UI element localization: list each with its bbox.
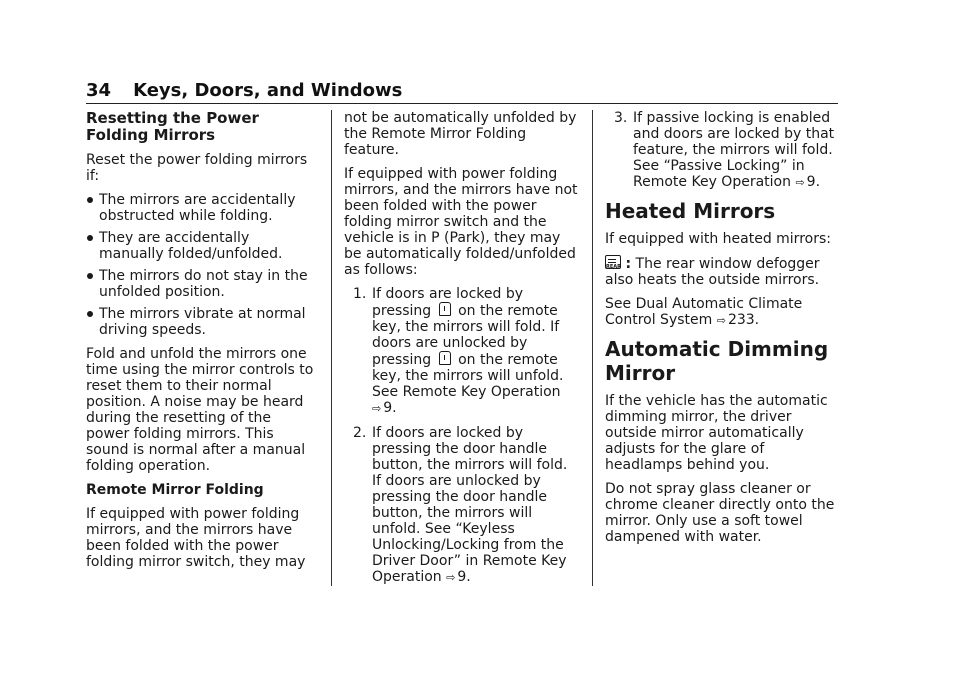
header-divider — [86, 103, 838, 104]
page-ref-arrow-icon: ⇨ — [795, 176, 805, 189]
paragraph: Reset the power folding mirrors if: — [86, 152, 308, 184]
paragraph — [605, 296, 841, 329]
column-1 — [86, 110, 318, 578]
numbered-list — [605, 110, 841, 191]
column-2 — [344, 110, 580, 594]
list-item: They are accidentally manually folded/unfolded. — [86, 230, 318, 262]
page-number: 34 — [86, 80, 112, 101]
subheading: Remote Mirror Folding — [86, 482, 264, 498]
paragraph: Do not spray glass cleaner or chrome cleaner directly onto the mirror. Only use a soft towel dampened with water. — [605, 481, 835, 545]
bullet-list — [86, 192, 318, 338]
list-item: The mirrors are accidentally obstructed while folding. — [86, 192, 318, 224]
section-heading: Automatic Dimming Mirror — [605, 337, 829, 385]
paragraph: If equipped with power folding mirrors, and the mirrors have not been folded with the power folding mirror switch and the vehicle is in P (Park), they may be automatically folded/unfolded as follows: — [344, 166, 578, 278]
page-ref-arrow-icon: ⇨ — [372, 402, 382, 415]
list-number: 1. — [353, 286, 367, 302]
paragraph-text: The rear window defogger also heats the outside mirrors. — [605, 256, 820, 288]
section-heading: Heated Mirrors — [605, 199, 776, 223]
list-item: The mirrors vibrate at normal driving speeds. — [86, 306, 318, 338]
list-item — [344, 425, 580, 586]
list-text: If doors are locked by pressing the door handle button, the mirrors will fold. If doors are unlocked by pressing the door handle button, the mirrors will unfold. See “Keyless Unlocking/Locking from the Driver Door” in Remote Key Operation — [372, 425, 568, 585]
paragraph: If equipped with power folding mirrors, and the mirrors have been folded with the power folding mirror switch, they may — [86, 506, 306, 570]
paragraph: Fold and unfold the mirrors one time using the mirror controls to reset them to their normal position. A noise may be heard during the resetting of the power folding mirrors. This sound is normal after a manual folding operation. — [86, 346, 314, 474]
paragraph: REAR : The rear window defogger also heats the outside mirrors. — [605, 256, 820, 288]
unlock-icon — [439, 351, 451, 365]
page-ref[interactable]: 9. — [457, 569, 471, 585]
page-ref-arrow-icon: ⇨ — [446, 571, 456, 584]
page-ref[interactable]: 9. — [383, 400, 397, 416]
list-number: 2. — [353, 425, 367, 441]
paragraph: not be automatically unfolded by the Remote Mirror Folding feature. — [344, 110, 577, 158]
list-item — [344, 286, 580, 417]
page-header — [86, 80, 838, 101]
section-title: Keys, Doors, and Windows — [133, 80, 403, 101]
rear-defog-icon — [605, 255, 621, 269]
page-ref[interactable]: 233. — [727, 312, 760, 328]
list-text: If passive locking is enabled and doors are locked by that feature, the mirrors will fold. See “Passive Locking” in Remote Key Operation — [633, 110, 835, 190]
column-3 — [605, 110, 841, 553]
list-text: on the remote key, the mirrors will unfold. See Remote Key Operation — [372, 352, 564, 400]
list-item — [605, 110, 841, 191]
list-item: The mirrors do not stay in the unfolded position. — [86, 268, 318, 300]
list-text: If doors are locked by pressing — [372, 286, 523, 319]
column-divider — [331, 110, 332, 586]
section-heading: Resetting the Power Folding Mirrors — [86, 109, 259, 144]
numbered-list — [344, 286, 580, 586]
list-text: on the remote key, the mirrors will fold. If doors are unlocked by pressing — [372, 303, 560, 368]
paragraph: If equipped with heated mirrors: — [605, 231, 831, 247]
page-ref-arrow-icon: ⇨ — [716, 314, 726, 327]
column-divider — [592, 110, 593, 586]
lock-icon — [439, 302, 451, 316]
defog-icon-label: REAR — [606, 264, 621, 270]
page-ref[interactable]: 9. — [806, 174, 821, 190]
paragraph: If the vehicle has the automatic dimming mirror, the driver outside mirror automatically adjusts for the glare of headlamps behind you. — [605, 393, 828, 473]
list-number: 3. — [614, 110, 628, 126]
paragraph-text: See Dual Automatic Climate Control System — [605, 296, 803, 328]
